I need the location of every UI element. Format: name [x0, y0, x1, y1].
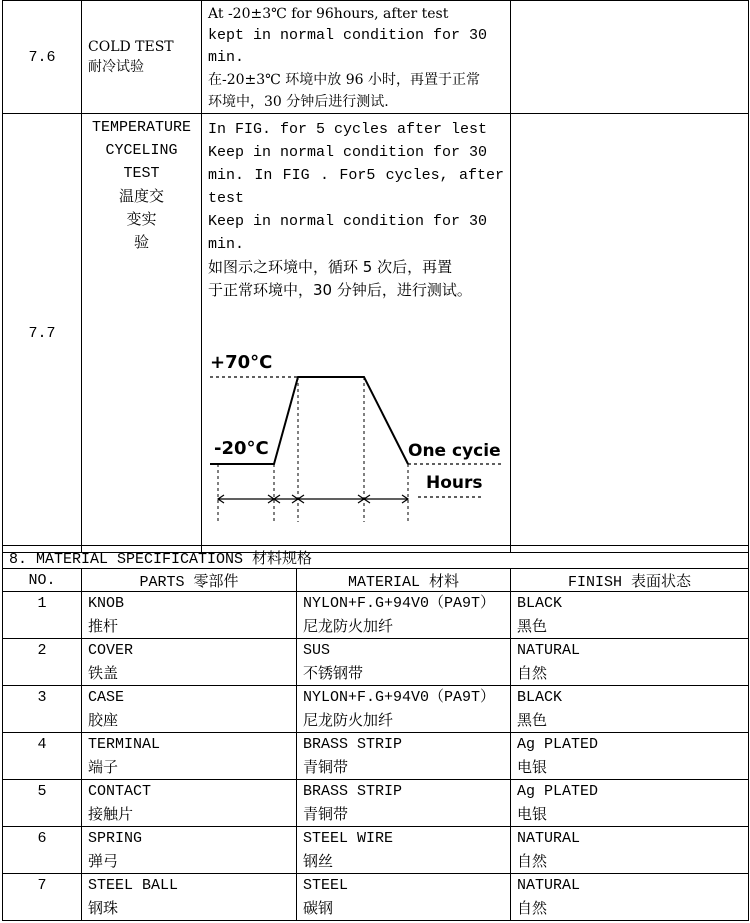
part-cell: [82, 639, 297, 686]
section-title: 8. MATERIAL SPECIFICATIONS 材料规格: [3, 546, 749, 569]
test-row-7-6: [3, 1, 749, 114]
desc-line: 在-20±3℃ 环境中放 96 小时，再置于正常: [208, 72, 481, 88]
part-cell: [82, 780, 297, 827]
test-name-line: CYCELING: [105, 142, 178, 159]
desc-line: 如图示之环境中，循环 5 次后，再置: [208, 258, 453, 276]
header-finish: FINISH 表面状态: [511, 569, 749, 592]
material-en: NYLON+F.G+94V0（PA9T）: [303, 595, 496, 612]
part-name-en: CASE: [88, 689, 125, 706]
finish-en: NATURAL: [517, 830, 581, 847]
row-number-text: 2: [37, 642, 47, 659]
material-cn: 青铜带: [303, 805, 349, 823]
test-remark: [511, 114, 749, 553]
material-spec-table: [2, 545, 749, 921]
material-en: BRASS STRIP: [303, 783, 403, 800]
part-name-en: CONTACT: [88, 783, 152, 800]
part-name-cn: 推杆: [88, 617, 119, 635]
test-name-line: 温度交: [118, 187, 164, 205]
material-row: [3, 639, 749, 686]
finish-en: NATURAL: [517, 877, 581, 894]
material-en: STEEL WIRE: [303, 830, 394, 847]
row-number: [3, 592, 82, 639]
desc-line: min. In FIG . For5 cycles, after test: [208, 167, 504, 207]
part-name-cn: 钢珠: [88, 899, 119, 917]
row-number: [3, 827, 82, 874]
material-row: [3, 780, 749, 827]
part-name-cn: 胶座: [88, 711, 119, 729]
test-name-line: TEST: [123, 165, 160, 182]
finish-cn: 电银: [517, 805, 548, 823]
part-name-en: KNOB: [88, 595, 125, 612]
desc-line: min.: [208, 236, 245, 253]
finish-cn: 自然: [517, 852, 548, 870]
part-cell: [82, 686, 297, 733]
part-cell: [82, 592, 297, 639]
row-number: [3, 686, 82, 733]
material-cell: [297, 827, 511, 874]
part-cell: [82, 874, 297, 921]
row-number: [3, 780, 82, 827]
material-en: SUS: [303, 642, 331, 659]
desc-line: kept in normal condition for 30 min.: [208, 27, 488, 66]
test-name-en: COLD TEST: [88, 39, 174, 55]
finish-en: BLACK: [517, 595, 563, 612]
finish-en: NATURAL: [517, 642, 581, 659]
row-number-text: 7: [37, 877, 47, 894]
dimension-arrows: [218, 495, 408, 503]
test-row-7-7: [3, 114, 749, 553]
material-cell: [297, 686, 511, 733]
temperature-cycle-figure: [206, 332, 502, 522]
section-title-row: [3, 546, 749, 569]
finish-en: Ag PLATED: [517, 783, 599, 800]
desc-line: At -20±3℃ for 96hours, after test: [208, 6, 449, 22]
part-name-cn: 铁盖: [88, 664, 119, 682]
test-name-line: TEMPERATURE: [91, 119, 192, 136]
material-cn: 不锈钢带: [303, 664, 364, 682]
hours-label: Hours: [426, 473, 483, 493]
material-row: [3, 874, 749, 921]
desc-line: 环境中，30 分钟后进行测试.: [208, 94, 389, 110]
material-cn: 尼龙防火加纤: [303, 617, 394, 635]
material-cell: [297, 733, 511, 780]
part-name-cn: 弹弓: [88, 852, 119, 870]
material-en: BRASS STRIP: [303, 736, 403, 753]
finish-cn: 自然: [517, 664, 548, 682]
finish-en: Ag PLATED: [517, 736, 599, 753]
high-temp-label: +70°C: [210, 352, 273, 373]
header-no: NO.: [3, 569, 82, 592]
material-row: [3, 827, 749, 874]
desc-line: 于正常环境中，30 分钟后，进行测试。: [208, 281, 472, 299]
finish-cell: [511, 874, 749, 921]
material-cn: 碳钢: [303, 899, 334, 917]
finish-cn: 电银: [517, 758, 548, 776]
material-cn: 青铜带: [303, 758, 349, 776]
finish-cell: [511, 686, 749, 733]
part-cell: [82, 733, 297, 780]
finish-cn: 自然: [517, 899, 548, 917]
test-description: [202, 1, 511, 114]
material-row: [3, 686, 749, 733]
finish-cell: [511, 639, 749, 686]
test-number: 7.7: [3, 114, 82, 553]
row-number: [3, 874, 82, 921]
row-number-text: 1: [37, 595, 47, 612]
test-name-line: 验: [133, 233, 149, 251]
test-description: [202, 114, 511, 553]
test-remark: [511, 1, 749, 114]
part-name-cn: 端子: [88, 758, 119, 776]
part-cell: [82, 827, 297, 874]
desc-line: In FIG. for 5 cycles after lest: [208, 121, 488, 138]
row-number: [3, 733, 82, 780]
part-name-cn: 接触片: [88, 805, 134, 823]
finish-cn: 黑色: [517, 617, 548, 635]
material-row: [3, 733, 749, 780]
header-material: MATERIAL 材料: [297, 569, 511, 592]
material-cn: 尼龙防火加纤: [303, 711, 394, 729]
header-row: [3, 569, 749, 592]
test-name-line: 变实: [126, 210, 157, 228]
material-cell: [297, 780, 511, 827]
finish-en: BLACK: [517, 689, 563, 706]
desc-line: Keep in normal condition for 30: [208, 144, 488, 161]
row-number-text: 5: [37, 783, 47, 800]
material-cell: [297, 639, 511, 686]
row-number-text: 3: [37, 689, 47, 706]
one-cycle-label: One cycie: [408, 441, 501, 461]
low-temp-label: -20°C: [214, 438, 269, 459]
test-number: 7.6: [3, 1, 82, 114]
material-cn: 钢丝: [303, 852, 334, 870]
part-name-en: SPRING: [88, 830, 143, 847]
test-spec-table: [2, 0, 749, 553]
test-name-cn: 耐冷试验: [88, 59, 144, 75]
finish-cell: [511, 592, 749, 639]
material-cell: [297, 874, 511, 921]
material-en: NYLON+F.G+94V0（PA9T）: [303, 689, 496, 706]
finish-cell: [511, 780, 749, 827]
part-name-en: COVER: [88, 642, 134, 659]
part-name-en: STEEL BALL: [88, 877, 179, 894]
part-name-en: TERMINAL: [88, 736, 161, 753]
material-rows: [3, 592, 749, 921]
finish-cn: 黑色: [517, 711, 548, 729]
material-en: STEEL: [303, 877, 349, 894]
row-number-text: 6: [37, 830, 47, 847]
desc-line: Keep in normal condition for 30: [208, 213, 488, 230]
finish-cell: [511, 827, 749, 874]
material-cell: [297, 592, 511, 639]
test-name: [82, 114, 202, 553]
material-row: [3, 592, 749, 639]
finish-cell: [511, 733, 749, 780]
row-number: [3, 639, 82, 686]
header-parts: PARTS 零部件: [82, 569, 297, 592]
row-number-text: 4: [37, 736, 47, 753]
test-name: [82, 1, 202, 114]
